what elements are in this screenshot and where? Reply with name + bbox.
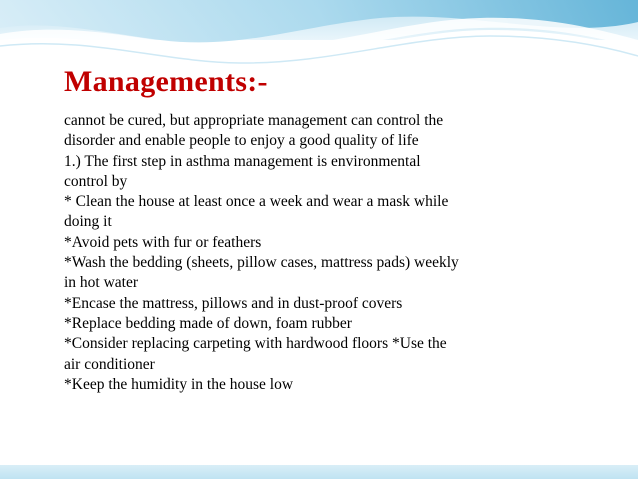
body-line: *Encase the mattress, pillows and in dust-proof covers (64, 294, 403, 312)
body-line: disorder and enable people to enjoy a good quality of life (64, 132, 419, 150)
body-line: in hot water (64, 274, 139, 292)
body-line: 1.) The first step in asthma management is environmental (64, 152, 421, 170)
header-wave-decoration (0, 0, 638, 70)
slide-body (64, 111, 624, 395)
body-line: cannot be cured, but appropriate management can control the (64, 112, 444, 129)
body-line: doing it (64, 213, 112, 231)
body-line: * Clean the house at least once a week and wear a mask while (64, 193, 449, 211)
body-line: *Wash the bedding (sheets, pillow cases, mattress pads) weekly (64, 254, 459, 272)
body-line: control by (64, 172, 128, 190)
body-line: *Replace bedding made of down, foam rubber (64, 314, 352, 332)
footer-band (0, 465, 638, 479)
body-line: *Avoid pets with fur or feathers (64, 233, 262, 251)
slide-title: Managements:- (64, 65, 268, 98)
body-line: air conditioner (64, 355, 155, 373)
body-line: *Keep the humidity in the house low (64, 375, 294, 393)
body-line: *Consider replacing carpeting with hardwood floors *Use the (64, 335, 447, 353)
